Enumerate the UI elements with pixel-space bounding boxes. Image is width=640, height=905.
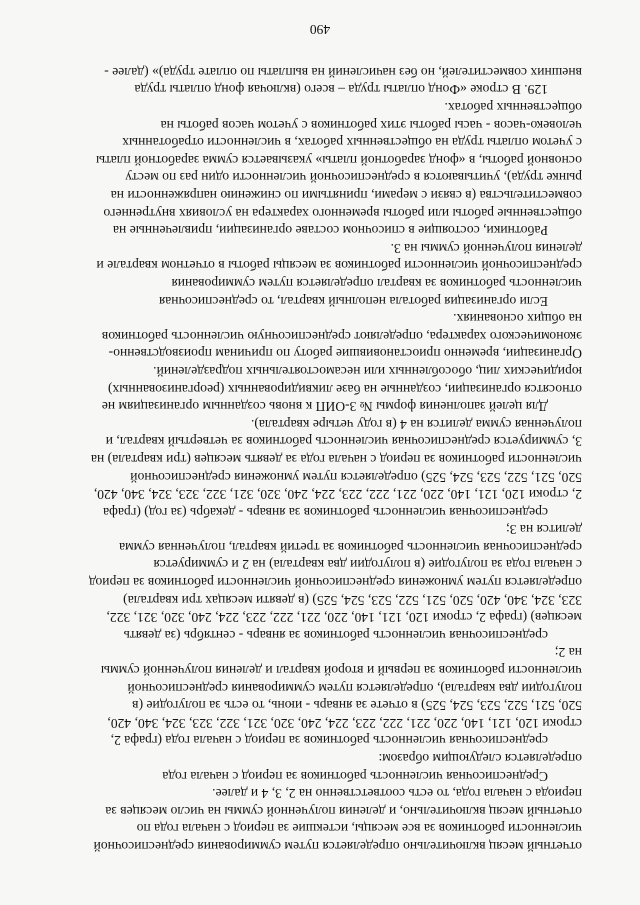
- body-text: [48, 63, 582, 855]
- text-line: с учетом оплаты труда на общественных работах, в численности отработанных: [122, 135, 582, 151]
- text-line: деления полученной суммы на 3.: [390, 240, 582, 256]
- text-line: внешних совместителей, но без начислений на выплаты по оплате труда)» (далее -: [104, 64, 582, 80]
- text-line: 129. В строке «Фонд оплаты труда – всего (включая фонд оплаты труда: [134, 82, 548, 98]
- text-line: общественных работах.: [444, 100, 582, 116]
- text-line: среднесписочная численность работников за январь - декабрь (за год) (графа: [103, 504, 548, 520]
- text-line: полученная сумма делится на 4 (в году четыре квартала).: [250, 416, 582, 432]
- text-line: человеко-часов - часы работы этих работников с учетом часов работы на: [160, 117, 582, 133]
- text-line: на общих основаниях.: [453, 311, 582, 327]
- text-line: Работники, состоящие в списочном составе организации, привлеченные на: [113, 223, 548, 239]
- text-line: общественные работы или работы временного характера на условиях внутреннего: [103, 205, 582, 221]
- text-line: Для целей заполнения формы № 3-ОИП к вновь созданным организациям не: [101, 399, 548, 415]
- text-line: численности работников за первый и второй квартал и деления полученной суммы: [100, 663, 582, 679]
- text-line: 3, суммируется среднесписочная численность работников за четвертый квартал, и: [105, 434, 582, 450]
- text-line: периода с начала года, то есть соответственно на 2, 3, 4 и далее.: [212, 786, 582, 802]
- text-line: экономического характера, определяют среднесписочную численность работников: [101, 328, 582, 344]
- text-line: делится на 3;: [505, 522, 582, 538]
- text-line: отчетный месяц включительно, и деления полученной суммы на число месяцев за: [105, 803, 582, 819]
- text-line: с начала года за полугодие (в полугодии два квартала) на 2 и суммируется: [153, 557, 582, 573]
- text-line: юридических лиц, обособленных или несамостоятельных подразделений.: [153, 363, 582, 379]
- text-line: основной работы, в «фонд заработной платы» указывается сумма заработной платы: [95, 152, 582, 168]
- text-line: численности работников за все месяцы, истекшие за период с начала года по: [136, 821, 582, 837]
- text-line: на 2;: [554, 645, 582, 661]
- text-line: 520, 521, 522, 523, 524, 525) в отчете за январь - июнь, то есть за полугодие (в: [132, 698, 582, 714]
- text-line: среднесписочная численность работников за период с начала года (графа 2,: [110, 733, 548, 749]
- text-line: 2, строки 120, 121, 140, 220, 221, 222, 223, 224, 240, 320, 321, 322, 323, 324, 340, 420,: [93, 487, 582, 503]
- text-line: полугодии два квартала), определяется путем суммирования среднесписочной: [127, 680, 582, 696]
- text-line: определяется следующим образом:: [378, 751, 582, 767]
- text-line: численность работников за квартал определяется путем суммирования: [171, 276, 582, 291]
- text-line: относятся организации, созданные на базе ликвидированных (реорганизованных): [107, 381, 582, 397]
- text-line: рынке труда), учитываются в среднесписочной численности один раз по месту: [125, 170, 582, 186]
- text-line: Среднесписочная численность работников за период с начала года: [162, 768, 548, 784]
- text-line: месяцев) (графа 2, строки 120, 121, 140, 220, 221, 222, 223, 224, 240, 320, 321, 322,: [106, 610, 582, 626]
- text-line: отчетный месяц включительно определяется путем суммирования среднесписочной: [93, 839, 582, 854]
- text-line: численности работников за период с начала года за девять месяцев (три квартала) на: [90, 451, 582, 467]
- text-line: Если организация работала неполный квартал, то среднесписочная: [158, 293, 548, 309]
- text-line: среднесписочная численность работников за январь - сентябрь (за девять: [123, 627, 548, 643]
- text-line: 323, 324, 340, 420, 520, 521, 522, 523, 524, 525) (в девяти месяцах три квартала): [123, 592, 582, 608]
- text-line: среднесписочной численности работников за месяцы работы в отчетном квартале и: [96, 258, 582, 274]
- text-line: строки 120, 121, 140, 220, 221, 222, 223, 224, 240, 320, 321, 322, 323, 324, 340, 420,: [107, 715, 582, 731]
- text-line: определяется путем умножения среднесписочной численности работников за период: [88, 575, 582, 591]
- text-line: совместительства (в связи с мерами, принятыми по снижению напряженности на: [110, 188, 582, 204]
- text-line: Организации, временно приостановившие работу по причинам производственно-: [108, 346, 582, 362]
- text-line: среднесписочная численность работников за третий квартал, полученная сумма: [119, 539, 582, 555]
- text-line: 520, 521, 522, 523, 524, 525) определяется путем умножения среднесписочной: [130, 469, 582, 485]
- page-number: 490: [309, 21, 331, 37]
